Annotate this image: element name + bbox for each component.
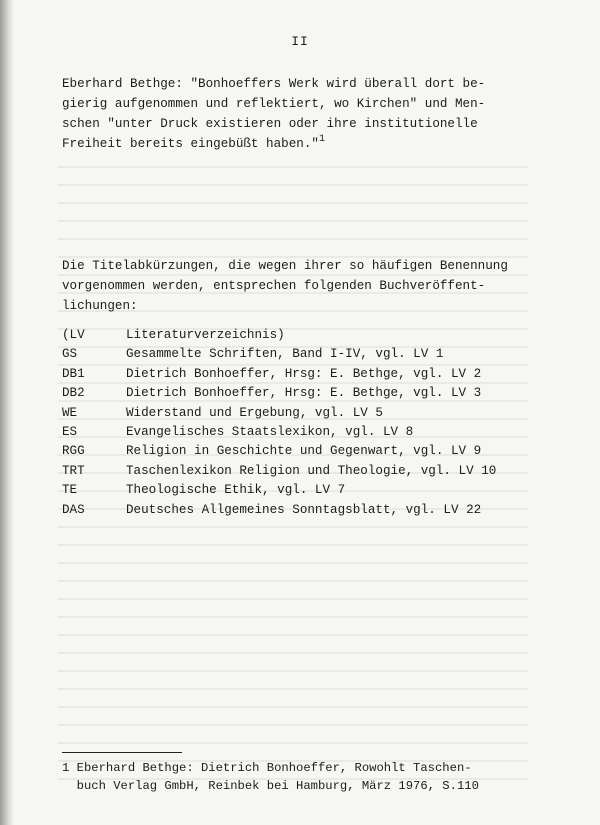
abbreviation-code: ES <box>62 424 78 439</box>
intro-line: lichungen: <box>62 299 138 313</box>
footnote-line: buch Verlag GmbH, Reinbek bei Hamburg, März 1976, S.110 <box>62 779 479 793</box>
abbreviation-code: TRT <box>62 463 85 478</box>
abbreviation-description: Gesammelte Schriften, Band I-IV, vgl. LV 1 <box>126 347 444 362</box>
intro-line: vorgenommen werden, entsprechen folgenden Buchveröffent- <box>62 279 486 293</box>
abbreviation-row <box>62 384 542 403</box>
abbreviation-description: Deutsches Allgemeines Sonntagsblatt, vgl. LV 22 <box>126 502 482 517</box>
abbreviations-intro <box>62 256 542 316</box>
abbreviation-description: Widerstand und Ergebung, vgl. LV 5 <box>126 405 383 420</box>
abbreviation-code: (LV <box>62 328 85 342</box>
abbreviation-code: DB1 <box>62 366 85 381</box>
abbreviation-code: DB2 <box>62 386 85 401</box>
abbreviation-row <box>62 442 542 461</box>
abbreviation-list <box>62 326 542 520</box>
footnote-marker: 1 <box>318 134 325 145</box>
footnote-line: 1 Eberhard Bethge: Dietrich Bonhoeffer, Rowohlt Taschen- <box>62 761 472 775</box>
footnote <box>62 759 542 795</box>
abbreviation-description: Taschenlexikon Religion und Theologie, vgl. LV 10 <box>126 463 497 478</box>
abbreviation-row <box>62 365 542 384</box>
quote-line: Freiheit bereits eingebüßt haben." <box>62 137 319 151</box>
quote-line: schen "unter Druck existieren oder ihre institutionelle <box>62 117 478 131</box>
intro-line: Die Titelabkürzungen, die wegen ihrer so häufigen Benennung <box>62 259 508 273</box>
abbreviation-row <box>62 423 542 442</box>
abbreviation-row <box>62 326 542 345</box>
page-number: II <box>291 34 309 49</box>
abbreviation-code: RGG <box>62 444 85 459</box>
bethge-quote <box>62 74 532 156</box>
quote-line: gierig aufgenommen und reflektiert, wo Kirchen" und Men- <box>62 97 486 111</box>
abbreviation-code: DAS <box>62 502 85 517</box>
abbreviation-row <box>62 501 542 520</box>
abbreviation-code: GS <box>62 347 78 362</box>
abbreviation-code: WE <box>62 405 78 420</box>
scan-edge-shadow <box>0 0 14 825</box>
abbreviation-description: Theologische Ethik, vgl. LV 7 <box>126 483 346 498</box>
abbreviation-description: Dietrich Bonhoeffer, Hrsg: E. Bethge, vgl. LV 2 <box>126 366 482 381</box>
abbreviation-row <box>62 404 542 423</box>
footnote-separator <box>62 752 182 753</box>
abbreviation-row <box>62 345 542 364</box>
abbreviation-row <box>62 462 542 481</box>
abbreviation-row <box>62 481 542 500</box>
abbreviation-description: Literaturverzeichnis) <box>126 328 285 342</box>
abbreviation-description: Dietrich Bonhoeffer, Hrsg: E. Bethge, vgl. LV 3 <box>126 386 482 401</box>
abbreviation-description: Religion in Geschichte und Gegenwart, vgl. LV 9 <box>126 444 482 459</box>
abbreviation-description: Evangelisches Staatslexikon, vgl. LV 8 <box>126 424 414 439</box>
quote-line: Eberhard Bethge: "Bonhoeffers Werk wird überall dort be- <box>62 77 486 91</box>
abbreviation-code: TE <box>62 483 78 498</box>
